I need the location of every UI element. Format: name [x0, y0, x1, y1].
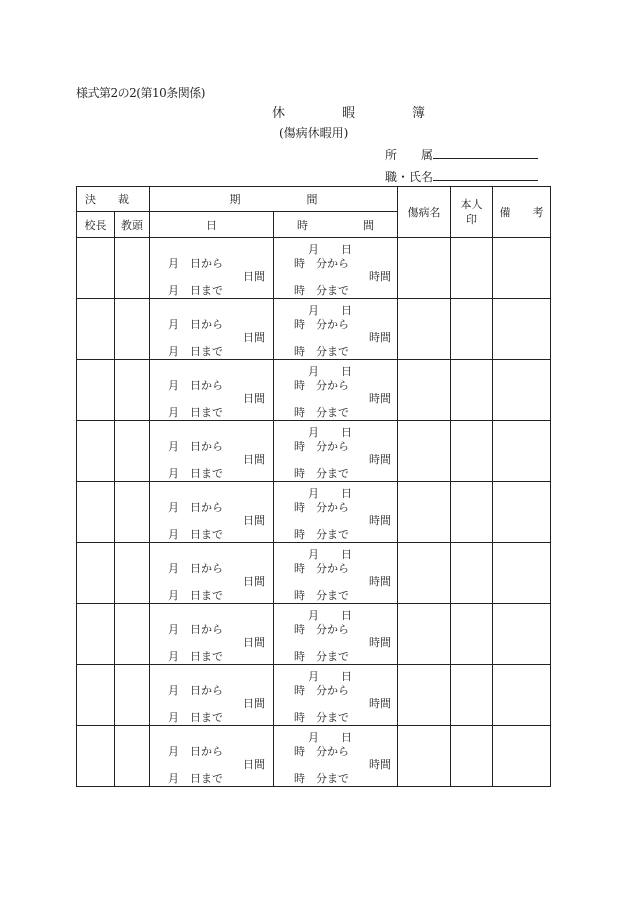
remarks-cell[interactable] [493, 238, 551, 299]
time-period-cell[interactable] [274, 360, 398, 421]
day-period-cell[interactable] [150, 299, 274, 360]
table-row [77, 421, 551, 482]
date-md-text: 月 日 [308, 304, 352, 317]
period-label: 期 間 [229, 193, 318, 206]
injury-name-header [398, 187, 451, 238]
time-header [274, 212, 398, 238]
injury-name-cell[interactable] [398, 482, 451, 543]
leave-register-table [76, 186, 551, 787]
time-to-text: 時 分まで [294, 345, 349, 358]
time-period-cell[interactable] [274, 482, 398, 543]
date-md-text: 月 日 [308, 487, 352, 500]
injury-name-cell[interactable] [398, 665, 451, 726]
time-from-text: 時 分から [294, 623, 349, 636]
time-from-text: 時 分から [294, 440, 349, 453]
injury-name-cell[interactable] [398, 726, 451, 787]
injury-name-cell[interactable] [398, 543, 451, 604]
seal-cell[interactable] [451, 238, 493, 299]
seal-label-line1: 本人 [460, 198, 483, 211]
time-period-cell[interactable] [274, 299, 398, 360]
days-unit-text: 日間 [243, 392, 265, 405]
decision-header [77, 187, 150, 212]
remarks-label: 備 考 [499, 206, 544, 219]
day-to-text: 月 日まで [168, 406, 223, 419]
time-from-text: 時 分から [294, 318, 349, 331]
time-label: 時 間 [297, 218, 374, 232]
date-md-text: 月 日 [308, 426, 352, 439]
day-from-text: 月 日から [168, 501, 223, 514]
time-to-text: 時 分まで [294, 528, 349, 541]
days-unit-text: 日間 [243, 758, 265, 771]
time-to-text: 時 分まで [294, 406, 349, 419]
hours-unit-text: 時間 [369, 270, 391, 283]
injury-name-cell[interactable] [398, 360, 451, 421]
day-from-text: 月 日から [168, 440, 223, 453]
time-period-cell[interactable] [274, 726, 398, 787]
time-to-text: 時 分まで [294, 772, 349, 785]
time-from-text: 時 分から [294, 562, 349, 575]
principal-approval-cell[interactable] [77, 665, 115, 726]
hours-unit-text: 時間 [369, 453, 391, 466]
principal-header [77, 212, 115, 238]
seal-cell[interactable] [451, 482, 493, 543]
hours-unit-text: 時間 [369, 392, 391, 405]
remarks-cell[interactable] [493, 543, 551, 604]
days-unit-text: 日間 [243, 453, 265, 466]
day-period-cell[interactable] [150, 543, 274, 604]
day-to-text: 月 日まで [168, 528, 223, 541]
day-to-text: 月 日まで [168, 650, 223, 663]
days-unit-text: 日間 [243, 270, 265, 283]
hours-unit-text: 時間 [369, 514, 391, 527]
injury-name-cell[interactable] [398, 604, 451, 665]
name-label: 職・氏名 [385, 170, 434, 184]
day-period-cell[interactable] [150, 360, 274, 421]
remarks-cell[interactable] [493, 421, 551, 482]
date-md-text: 月 日 [308, 548, 352, 561]
injury-name-cell[interactable] [398, 299, 451, 360]
principal-approval-cell[interactable] [77, 482, 115, 543]
table-row [77, 543, 551, 604]
remarks-cell[interactable] [493, 604, 551, 665]
day-period-cell[interactable] [150, 482, 274, 543]
remarks-header [493, 187, 551, 238]
vice-principal-approval-cell[interactable] [115, 482, 150, 543]
vice-principal-approval-cell[interactable] [115, 726, 150, 787]
table-row [77, 726, 551, 787]
day-period-cell[interactable] [150, 238, 274, 299]
date-md-text: 月 日 [308, 731, 352, 744]
day-period-cell[interactable] [150, 665, 274, 726]
table-row [77, 665, 551, 726]
principal-approval-cell[interactable] [77, 726, 115, 787]
page-subtitle: (傷病休暇用) [279, 126, 349, 140]
principal-approval-cell[interactable] [77, 421, 115, 482]
vice-principal-approval-cell[interactable] [115, 665, 150, 726]
seal-cell[interactable] [451, 543, 493, 604]
hours-unit-text: 時間 [369, 697, 391, 710]
day-from-text: 月 日から [168, 257, 223, 270]
time-period-cell[interactable] [274, 604, 398, 665]
day-from-text: 月 日から [168, 623, 223, 636]
day-from-text: 月 日から [168, 318, 223, 331]
table-row [77, 238, 551, 299]
day-to-text: 月 日まで [168, 345, 223, 358]
time-from-text: 時 分から [294, 501, 349, 514]
period-header [150, 187, 398, 212]
days-unit-text: 日間 [243, 636, 265, 649]
principal-approval-cell[interactable] [77, 604, 115, 665]
vice-principal-label: 教頭 [121, 218, 143, 232]
name-field[interactable] [433, 180, 538, 181]
time-to-text: 時 分まで [294, 589, 349, 602]
time-from-text: 時 分から [294, 379, 349, 392]
days-unit-text: 日間 [243, 514, 265, 527]
affiliation-label: 所 属 [385, 148, 434, 162]
seal-header [451, 187, 493, 238]
hours-unit-text: 時間 [369, 636, 391, 649]
injury-name-label: 傷病名 [407, 206, 441, 219]
day-period-cell[interactable] [150, 421, 274, 482]
time-period-cell[interactable] [274, 665, 398, 726]
day-period-cell[interactable] [150, 726, 274, 787]
time-period-cell[interactable] [274, 421, 398, 482]
remarks-cell[interactable] [493, 482, 551, 543]
day-to-text: 月 日まで [168, 467, 223, 480]
vice-principal-approval-cell[interactable] [115, 604, 150, 665]
day-to-text: 月 日まで [168, 772, 223, 785]
page-title: 休 暇 簿 [272, 106, 448, 121]
time-to-text: 時 分まで [294, 711, 349, 724]
days-unit-text: 日間 [243, 697, 265, 710]
injury-name-cell[interactable] [398, 421, 451, 482]
day-period-cell[interactable] [150, 604, 274, 665]
principal-approval-cell[interactable] [77, 360, 115, 421]
remarks-cell[interactable] [493, 360, 551, 421]
vice-principal-approval-cell[interactable] [115, 360, 150, 421]
decision-label: 決 裁 [85, 193, 129, 206]
seal-label-line2: 印 [466, 213, 477, 226]
seal-cell[interactable] [451, 604, 493, 665]
day-to-text: 月 日まで [168, 711, 223, 724]
table-row [77, 482, 551, 543]
table-row [77, 299, 551, 360]
day-from-text: 月 日から [168, 745, 223, 758]
day-to-text: 月 日まで [168, 589, 223, 602]
date-md-text: 月 日 [308, 609, 352, 622]
vice-principal-approval-cell[interactable] [115, 543, 150, 604]
day-to-text: 月 日まで [168, 284, 223, 297]
time-from-text: 時 分から [294, 257, 349, 270]
date-md-text: 月 日 [308, 670, 352, 683]
principal-label: 校長 [84, 218, 107, 232]
time-to-text: 時 分まで [294, 284, 349, 297]
seal-cell[interactable] [451, 360, 493, 421]
remarks-cell[interactable] [493, 726, 551, 787]
day-from-text: 月 日から [168, 379, 223, 392]
injury-name-cell[interactable] [398, 238, 451, 299]
date-md-text: 月 日 [308, 243, 352, 256]
hours-unit-text: 時間 [369, 331, 391, 344]
time-from-text: 時 分から [294, 684, 349, 697]
principal-approval-cell[interactable] [77, 299, 115, 360]
remarks-cell[interactable] [493, 665, 551, 726]
table-row [77, 360, 551, 421]
principal-approval-cell[interactable] [77, 543, 115, 604]
hours-unit-text: 時間 [369, 758, 391, 771]
table-row [77, 604, 551, 665]
affiliation-field[interactable] [433, 158, 538, 159]
vice-principal-approval-cell[interactable] [115, 238, 150, 299]
seal-cell[interactable] [451, 665, 493, 726]
day-header [150, 212, 274, 238]
date-md-text: 月 日 [308, 365, 352, 378]
days-unit-text: 日間 [243, 331, 265, 344]
seal-cell[interactable] [451, 299, 493, 360]
seal-cell[interactable] [451, 421, 493, 482]
time-period-cell[interactable] [274, 238, 398, 299]
days-unit-text: 日間 [243, 575, 265, 588]
form-number: 様式第2の2(第10条関係) [76, 86, 205, 100]
day-label: 日 [206, 218, 217, 232]
time-period-cell[interactable] [274, 543, 398, 604]
hours-unit-text: 時間 [369, 575, 391, 588]
time-to-text: 時 分まで [294, 467, 349, 480]
vice-principal-approval-cell[interactable] [115, 421, 150, 482]
day-from-text: 月 日から [168, 684, 223, 697]
vice-principal-header [115, 212, 150, 238]
day-from-text: 月 日から [168, 562, 223, 575]
time-from-text: 時 分から [294, 745, 349, 758]
header-row [77, 187, 551, 212]
remarks-cell[interactable] [493, 299, 551, 360]
vice-principal-approval-cell[interactable] [115, 299, 150, 360]
principal-approval-cell[interactable] [77, 238, 115, 299]
seal-cell[interactable] [451, 726, 493, 787]
time-to-text: 時 分まで [294, 650, 349, 663]
